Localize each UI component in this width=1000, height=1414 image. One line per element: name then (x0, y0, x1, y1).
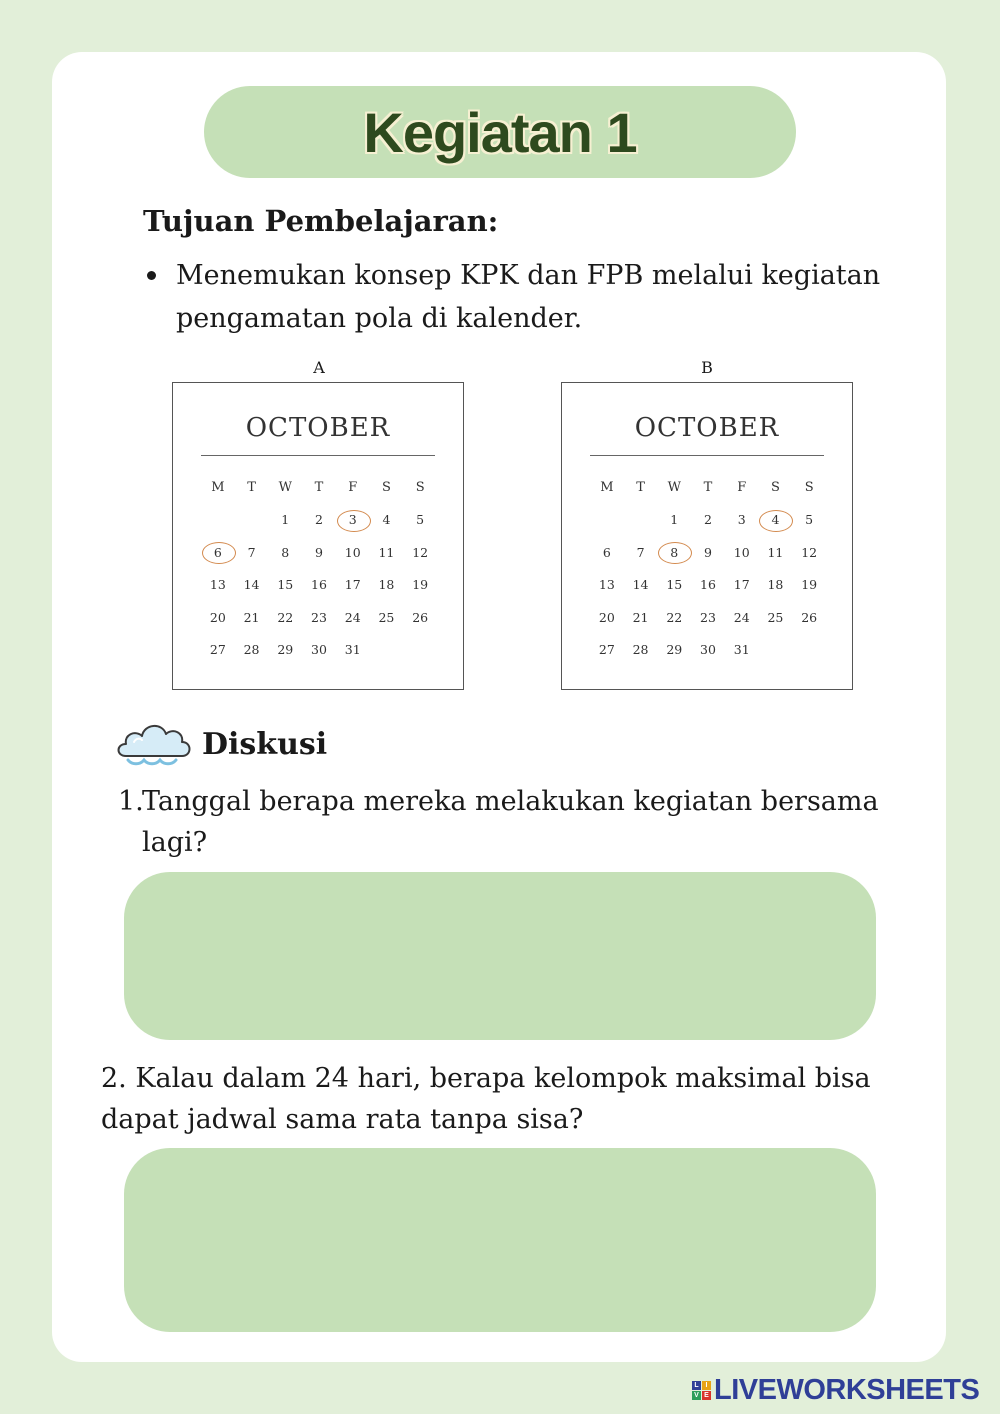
calendar-day: 18 (378, 577, 395, 593)
calendar-day: 7 (636, 544, 645, 560)
empty-day (235, 504, 269, 537)
question-text: Kalau dalam 24 hari, berapa kelompok maksimal bisa dapat jadwal sama rata tanpa sisa? (101, 1063, 871, 1135)
calendar-day: 17 (733, 577, 750, 593)
calendar-day: 9 (704, 544, 712, 560)
calendar-day: 11 (767, 544, 784, 560)
weekday-header: F (737, 479, 747, 495)
calendar-day: 4 (382, 512, 391, 528)
calendar-day: 28 (632, 642, 649, 658)
circled-day: 6 (201, 536, 235, 569)
weekday-header: M (211, 479, 225, 495)
calendar-day: 31 (733, 642, 750, 658)
weekday-header: S (804, 479, 814, 495)
weekday-header: T (636, 479, 645, 495)
question-text: Tanggal berapa mereka melakukan kegiatan bersama lagi? (142, 786, 879, 858)
objective-list (143, 254, 903, 340)
discussion-heading: Diskusi (202, 726, 328, 762)
weekday-header: T (314, 479, 324, 495)
logo-letter: L (692, 1381, 701, 1390)
bullet-icon (147, 271, 156, 280)
logo-letter: E (702, 1391, 711, 1400)
calendar-day: 12 (801, 544, 818, 560)
calendar-day: 31 (344, 642, 361, 658)
calendar-day: 29 (277, 642, 294, 658)
calendar-day: 25 (378, 609, 395, 625)
calendar-day: 25 (767, 609, 784, 625)
weekday-header: S (770, 479, 780, 495)
calendar-grid (590, 471, 826, 666)
logo-letter: I (702, 1381, 711, 1390)
calendar-day: 23 (311, 609, 327, 625)
question-number: 2. (101, 1063, 127, 1094)
objective-item (143, 254, 903, 340)
empty-day (590, 504, 624, 537)
calendar-a-label: A (313, 358, 325, 377)
calendar-day: 10 (733, 544, 750, 560)
weekday-header: M (600, 479, 614, 495)
calendar-day: 10 (344, 544, 361, 560)
calendar-day: 30 (700, 642, 716, 658)
calendar-day: 1 (670, 512, 679, 528)
calendar-day: 27 (209, 642, 226, 658)
calendar-grid (201, 471, 437, 666)
empty-day (201, 504, 235, 537)
calendar-day: 14 (243, 577, 260, 593)
calendar-day: 9 (315, 544, 323, 560)
empty-day (624, 504, 658, 537)
cloud-icon (114, 716, 194, 772)
calendar-day: 24 (733, 609, 750, 625)
calendar-day: 6 (602, 544, 611, 560)
divider (201, 455, 435, 456)
objective-heading: Tujuan Pembelajaran: (143, 204, 499, 238)
weekday-header: F (348, 479, 358, 495)
answer-box-2[interactable] (124, 1148, 876, 1332)
liveworksheets-mark-icon (692, 1381, 711, 1400)
calendar-day: 20 (598, 609, 615, 625)
calendar-day: 21 (243, 609, 260, 625)
calendar-day: 21 (632, 609, 649, 625)
calendar-day: 16 (700, 577, 716, 593)
objective-item-text: Menemukan konsep KPK dan FPB melalui kegiatan pengamatan pola di kalender. (176, 260, 881, 334)
page-title: Kegiatan 1 (363, 100, 637, 164)
calendar-day: 19 (801, 577, 818, 593)
circled-day: 8 (657, 536, 691, 569)
calendar-b-label: B (701, 358, 713, 377)
weekday-header: T (247, 479, 256, 495)
calendar-day: 11 (378, 544, 395, 560)
liveworksheets-wordmark: LIVEWORKSHEETS (714, 1373, 980, 1406)
calendar-day: 5 (805, 512, 814, 528)
calendar-day: 14 (632, 577, 649, 593)
circled-day: 3 (336, 504, 370, 537)
calendar-day: 28 (243, 642, 260, 658)
calendar-day: 12 (412, 544, 429, 560)
calendar-day: 16 (311, 577, 327, 593)
calendar-day: 29 (666, 642, 683, 658)
calendar-day: 13 (209, 577, 226, 593)
calendar-day: 27 (598, 642, 615, 658)
calendar-day: 22 (277, 609, 294, 625)
calendar-day: 26 (801, 609, 818, 625)
calendar-day: 18 (767, 577, 784, 593)
calendar-day: 19 (412, 577, 429, 593)
weekday-header: T (703, 479, 713, 495)
logo-letter: V (692, 1391, 701, 1400)
calendar-day: 30 (311, 642, 327, 658)
calendar-day: 5 (416, 512, 425, 528)
calendar-day: 24 (344, 609, 361, 625)
weekday-header: W (278, 479, 292, 495)
circled-day: 4 (759, 504, 793, 537)
weekday-header: S (381, 479, 391, 495)
liveworksheets-logo[interactable] (692, 1374, 979, 1406)
weekday-header: W (667, 479, 681, 495)
question-number: 1. (118, 786, 144, 817)
calendar-day: 20 (209, 609, 226, 625)
calendar-day: 7 (247, 544, 256, 560)
calendar-day: 8 (281, 544, 290, 560)
calendar-day: 15 (666, 577, 683, 593)
calendar-month: OCTOBER (245, 413, 391, 443)
calendar-b (561, 382, 853, 690)
calendar-day: 13 (598, 577, 615, 593)
question-2 (101, 1058, 901, 1140)
calendar-day: 23 (700, 609, 716, 625)
title-banner (204, 86, 796, 178)
calendar-day: 26 (412, 609, 429, 625)
calendar-day: 1 (281, 512, 290, 528)
discussion-header (114, 716, 327, 772)
calendar-day: 3 (737, 512, 746, 528)
calendar-a (172, 382, 464, 690)
calendar-month: OCTOBER (634, 413, 780, 443)
calendar-day: 2 (704, 512, 712, 528)
question-1 (118, 781, 908, 863)
weekday-header: S (415, 479, 425, 495)
calendar-day: 15 (277, 577, 294, 593)
calendar-day: 2 (315, 512, 323, 528)
divider (590, 455, 824, 456)
answer-box-1[interactable] (124, 872, 876, 1040)
calendar-day: 17 (344, 577, 361, 593)
calendar-day: 22 (666, 609, 683, 625)
